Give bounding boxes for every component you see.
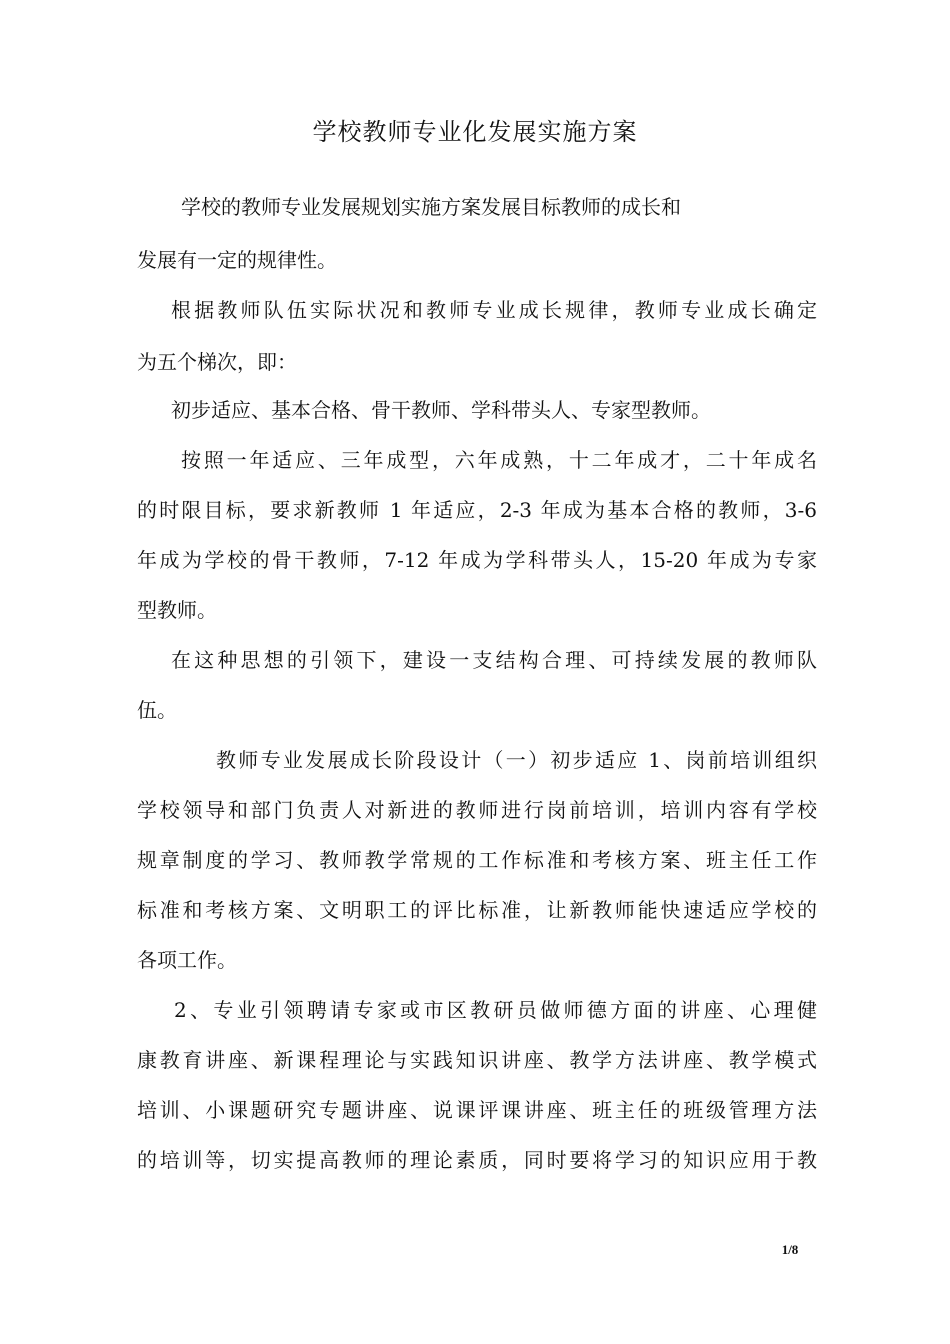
document-title: 学校教师专业化发展实施方案 bbox=[312, 118, 638, 146]
paragraph-line: 型教师。 bbox=[137, 598, 217, 622]
paragraph-line: 各项工作。 bbox=[137, 948, 237, 972]
paragraph-line: 年成为学校的骨干教师，7-12 年成为学科带头人，15-20 年成为专家 bbox=[137, 548, 817, 572]
paragraph-line: 2、专业引领聘请专家或市区教研员做师德方面的讲座、心理健 bbox=[174, 998, 817, 1022]
paragraph-line: 按照一年适应、三年成型，六年成熟，十二年成才，二十年成名 bbox=[181, 448, 817, 472]
paragraph-line: 学校领导和部门负责人对新进的教师进行岗前培训，培训内容有学校 bbox=[137, 798, 817, 822]
paragraph-line: 初步适应、基本合格、骨干教师、学科带头人、专家型教师。 bbox=[171, 398, 711, 422]
paragraph-line: 的培训等，切实提高教师的理论素质，同时要将学习的知识应用于教 bbox=[137, 1148, 817, 1172]
paragraph-line: 为五个梯次，即： bbox=[137, 350, 297, 374]
paragraph-line: 康教育讲座、新课程理论与实践知识讲座、教学方法讲座、教学模式 bbox=[137, 1048, 817, 1072]
paragraph-line: 根据教师队伍实际状况和教师专业成长规律，教师专业成长确定 bbox=[171, 298, 817, 322]
paragraph-line: 学校的教师专业发展规划实施方案发展目标教师的成长和 bbox=[181, 195, 681, 219]
paragraph-line: 培训、小课题研究专题讲座、说课评课讲座、班主任的班级管理方法 bbox=[137, 1098, 817, 1122]
paragraph-line: 发展有一定的规律性。 bbox=[137, 248, 337, 272]
paragraph-line: 的时限目标，要求新教师 1 年适应，2-3 年成为基本合格的教师，3-6 bbox=[137, 498, 817, 522]
paragraph-line: 教师专业发展成长阶段设计（一）初步适应 1、岗前培训组织 bbox=[216, 748, 817, 772]
paragraph-line: 伍。 bbox=[137, 698, 177, 722]
page-number: 1/8 bbox=[781, 1242, 799, 1257]
paragraph-line: 规章制度的学习、教师教学常规的工作标准和考核方案、班主任工作 bbox=[137, 848, 817, 872]
paragraph-line: 在这种思想的引领下，建设一支结构合理、可持续发展的教师队 bbox=[171, 648, 817, 672]
paragraph-line: 标准和考核方案、文明职工的评比标准，让新教师能快速适应学校的 bbox=[137, 898, 817, 922]
